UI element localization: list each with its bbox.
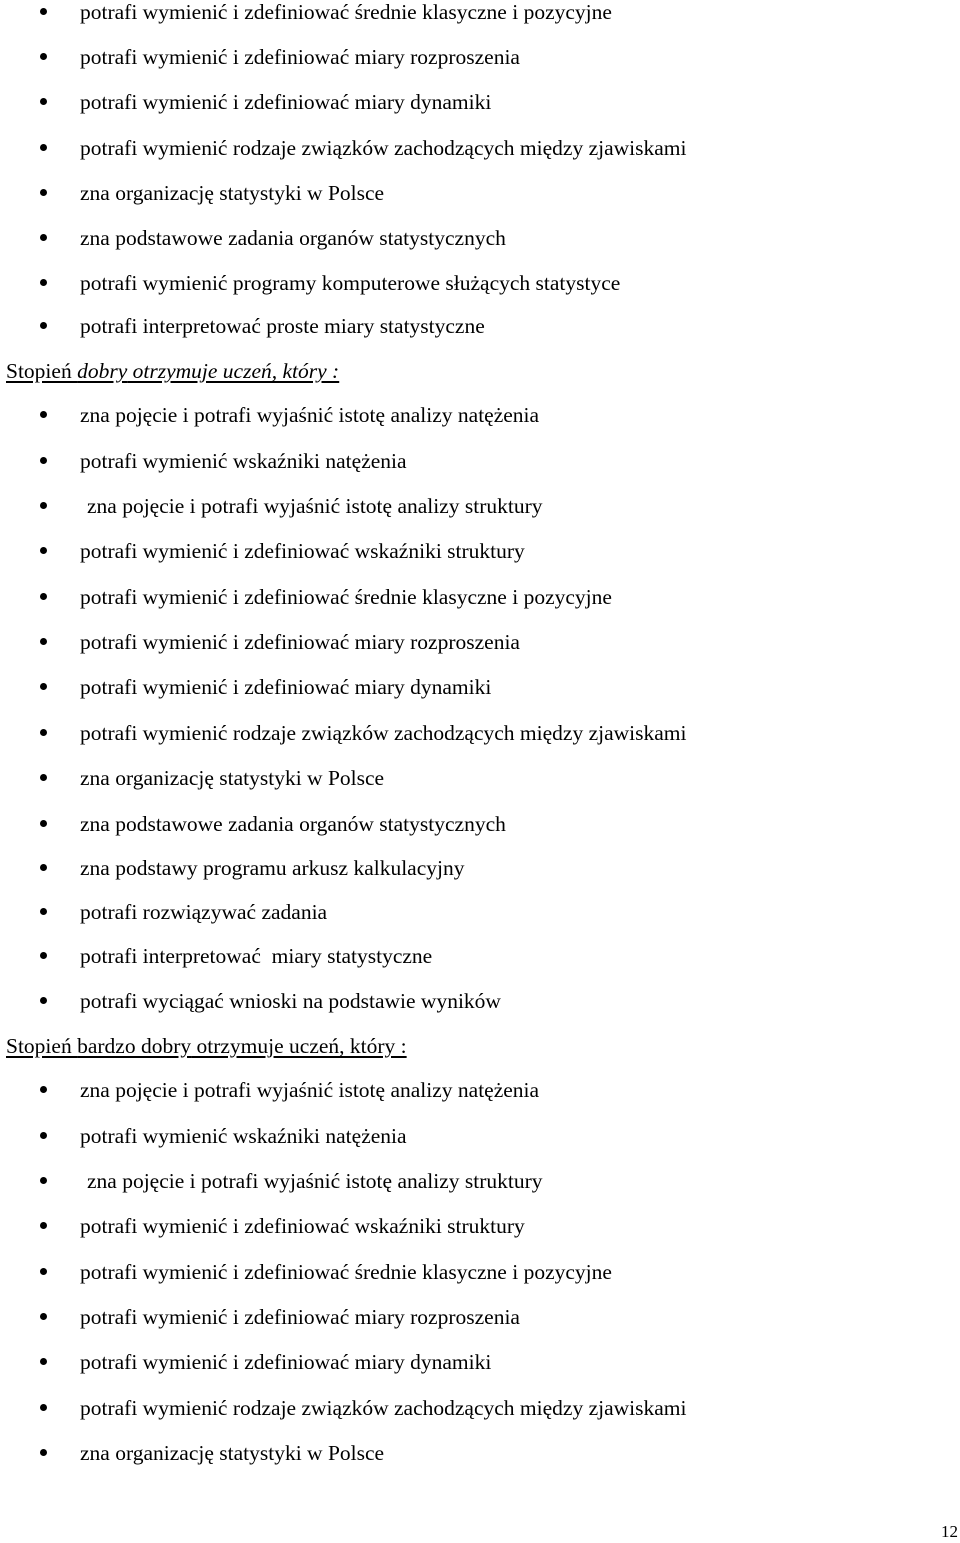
heading-grade: dobry (77, 359, 128, 383)
list-item-text: zna pojęcie i potrafi wyjaśnić istotę analizy struktury (87, 1169, 543, 1193)
grade-heading-bardzo-dobry (6, 1031, 407, 1061)
list-item-text: potrafi wymienić rodzaje związków zachodzących między zjawiskami (80, 1396, 687, 1420)
bullet-icon (40, 53, 47, 60)
bullet-icon (40, 8, 47, 15)
list-item-text: potrafi wymienić programy komputerowe służących statystyce (80, 271, 621, 295)
bullet-icon (40, 279, 47, 286)
heading-prefix: Stopień (6, 359, 78, 383)
bullet-icon (40, 411, 47, 418)
list-item-text: potrafi wymienić i zdefiniować średnie klasyczne i pozycyjne (80, 0, 612, 24)
bullet-icon (40, 820, 47, 827)
list-item-text: potrafi wyciągać wnioski na podstawie wyników (80, 989, 501, 1013)
list-item-text: potrafi interpretować proste miary statystyczne (80, 314, 485, 338)
list-item-text: potrafi wymienić i zdefiniować miary dynamiki (80, 90, 492, 114)
list-item-text: zna pojęcie i potrafi wyjaśnić istotę analizy natężenia (80, 1078, 540, 1102)
bullet-icon (40, 1268, 47, 1275)
list-item-text: potrafi wymienić i zdefiniować miary dynamiki (80, 1350, 492, 1374)
heading-suffix: otrzymuje uczeń, który : (191, 1034, 407, 1058)
heading-suffix: otrzymuje uczeń, który : (127, 359, 340, 383)
list-item-text: zna organizację statystyki w Polsce (80, 1441, 385, 1465)
bullet-icon (40, 908, 47, 915)
bullet-icon (40, 997, 47, 1004)
bullet-icon (40, 593, 47, 600)
list-item-text: potrafi interpretować miary statystyczne (80, 944, 433, 968)
list-item-text: potrafi wymienić rodzaje związków zachodzących między zjawiskami (80, 721, 687, 745)
bullet-icon (40, 638, 47, 645)
list-item-text: zna podstawy programu arkusz kalkulacyjny (80, 856, 465, 880)
list-item-text: potrafi wymienić i zdefiniować wskaźniki struktury (80, 539, 525, 563)
list-item-text: potrafi wymienić i zdefiniować średnie klasyczne i pozycyjne (80, 585, 612, 609)
bullet-icon (40, 1177, 47, 1184)
bullet-icon (40, 1086, 47, 1093)
list-item-text: zna organizację statystyki w Polsce (80, 181, 385, 205)
list-item-text: potrafi wymienić i zdefiniować miary rozproszenia (80, 630, 520, 654)
list-item-text: potrafi wymienić i zdefiniować miary rozproszenia (80, 45, 520, 69)
list-item-text: potrafi rozwiązywać zadania (80, 900, 328, 924)
bullet-icon (40, 952, 47, 959)
bullet-icon (40, 98, 47, 105)
list-item-text: potrafi wymienić i zdefiniować miary dynamiki (80, 675, 492, 699)
bullet-icon (40, 1358, 47, 1365)
bullet-icon (40, 1449, 47, 1456)
bullet-icon (40, 547, 47, 554)
list-item-text: potrafi wymienić wskaźniki natężenia (80, 1124, 407, 1148)
bullet-icon (40, 729, 47, 736)
bullet-icon (40, 144, 47, 151)
heading-grade: bardzo dobry (77, 1034, 192, 1058)
bullet-icon (40, 864, 47, 871)
list-item-text: zna podstawowe zadania organów statystycznych (80, 812, 506, 836)
bullet-icon (40, 234, 47, 241)
bullet-icon (40, 1404, 47, 1411)
list-item-text: potrafi wymienić i zdefiniować miary rozproszenia (80, 1305, 520, 1329)
bullet-icon (40, 1222, 47, 1229)
list-item-text: potrafi wymienić i zdefiniować wskaźniki struktury (80, 1214, 525, 1238)
bullet-icon (40, 1132, 47, 1139)
bullet-icon (40, 683, 47, 690)
list-item-text: potrafi wymienić rodzaje związków zachodzących między zjawiskami (80, 136, 687, 160)
bullet-icon (40, 189, 47, 196)
bullet-icon (40, 1313, 47, 1320)
list-item-text: zna pojęcie i potrafi wyjaśnić istotę analizy natężenia (80, 403, 540, 427)
bullet-icon (40, 774, 47, 781)
list-item-text: zna pojęcie i potrafi wyjaśnić istotę analizy struktury (87, 494, 543, 518)
grade-heading-dobry (6, 356, 339, 386)
list-item-text: zna podstawowe zadania organów statystycznych (80, 226, 506, 250)
heading-prefix: Stopień (6, 1034, 78, 1058)
list-item-text: potrafi wymienić wskaźniki natężenia (80, 449, 407, 473)
bullet-icon (40, 322, 47, 329)
list-item-text: potrafi wymienić i zdefiniować średnie klasyczne i pozycyjne (80, 1260, 612, 1284)
bullet-icon (40, 502, 47, 509)
list-item-text: zna organizację statystyki w Polsce (80, 766, 385, 790)
bullet-icon (40, 457, 47, 464)
page-number: 12 (941, 1522, 958, 1541)
